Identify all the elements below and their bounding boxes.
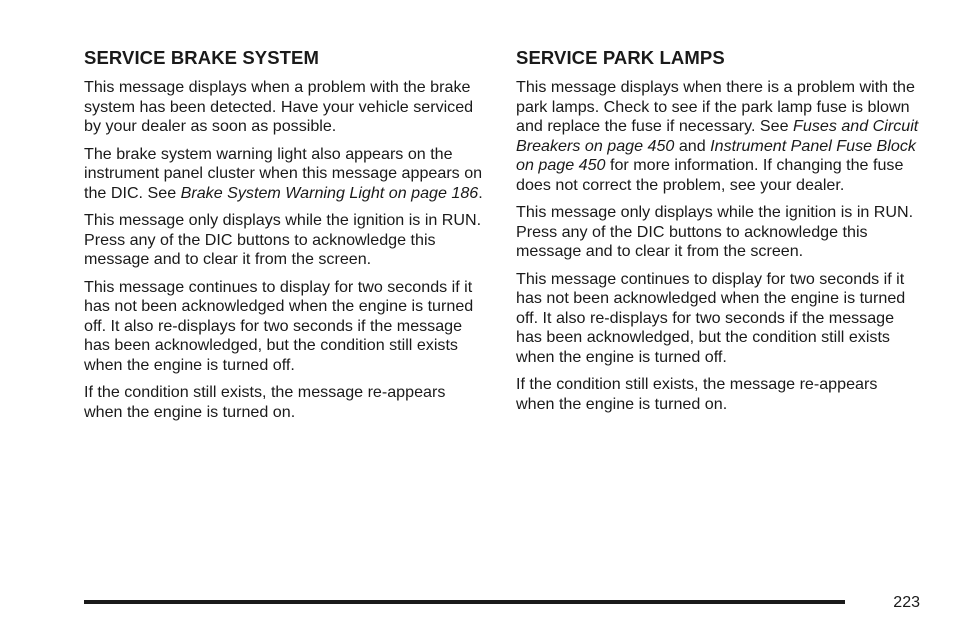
paragraph: This message continues to display for two seconds if it has not been acknowledged when the engine is turned off. It also re-displays for two seconds if the message has been acknowledged, but the condition still exists when the engine is turned off. <box>516 269 906 366</box>
left-column <box>84 48 488 430</box>
paragraph: If the condition still exists, the message re-appears when the engine is turned on. <box>516 375 878 413</box>
paragraph: This message only displays while the ignition is in RUN. Press any of the DIC buttons to acknowledge this message and to clear it from the screen. <box>516 203 914 260</box>
page-number: 223 <box>893 594 920 611</box>
paragraph <box>84 145 488 204</box>
paragraph-text: This message displays when there is a problem with the park lamps. Check to see if the park lamp fuse is blown and replace the fuse if necessary. See <box>516 78 915 135</box>
paragraph-text: for more information. If changing the fuse does not correct the problem, see your dealer. <box>516 156 904 194</box>
paragraph: If the condition still exists, the message re-appears when the engine is turned on. <box>84 383 446 421</box>
paragraph: This message displays when a problem with the brake system has been detected. Have your vehicle serviced by your dealer as soon as possible. <box>84 78 474 135</box>
right-column <box>516 48 920 422</box>
paragraph: This message only displays while the ignition is in RUN. Press any of the DIC buttons to acknowledge this message and to clear it from the screen. <box>84 211 482 268</box>
paragraph: This message continues to display for two seconds if it has not been acknowledged when the engine is turned off. It also re-displays for two seconds if the message has been acknowledged, but the condition still exists when the engine is turned off. <box>84 277 474 374</box>
section-heading-service-brake-system: SERVICE BRAKE SYSTEM <box>84 47 320 68</box>
page-reference-link: Instrument Panel Fuse Block on page 450 <box>516 136 916 174</box>
footer-rule <box>84 600 845 604</box>
page-reference-link: Fuses and Circuit Breakers on page 450 <box>516 117 919 155</box>
paragraph-text: and <box>674 136 711 155</box>
section-heading-service-park-lamps: SERVICE PARK LAMPS <box>516 47 725 68</box>
paragraph <box>516 78 920 195</box>
paragraph-text: . <box>478 183 483 202</box>
page-reference-link: Brake System Warning Light on page 186 <box>180 183 479 202</box>
paragraph-text: The brake system warning light also appears on the instrument panel cluster when this message appears on the DIC. See <box>84 144 483 202</box>
